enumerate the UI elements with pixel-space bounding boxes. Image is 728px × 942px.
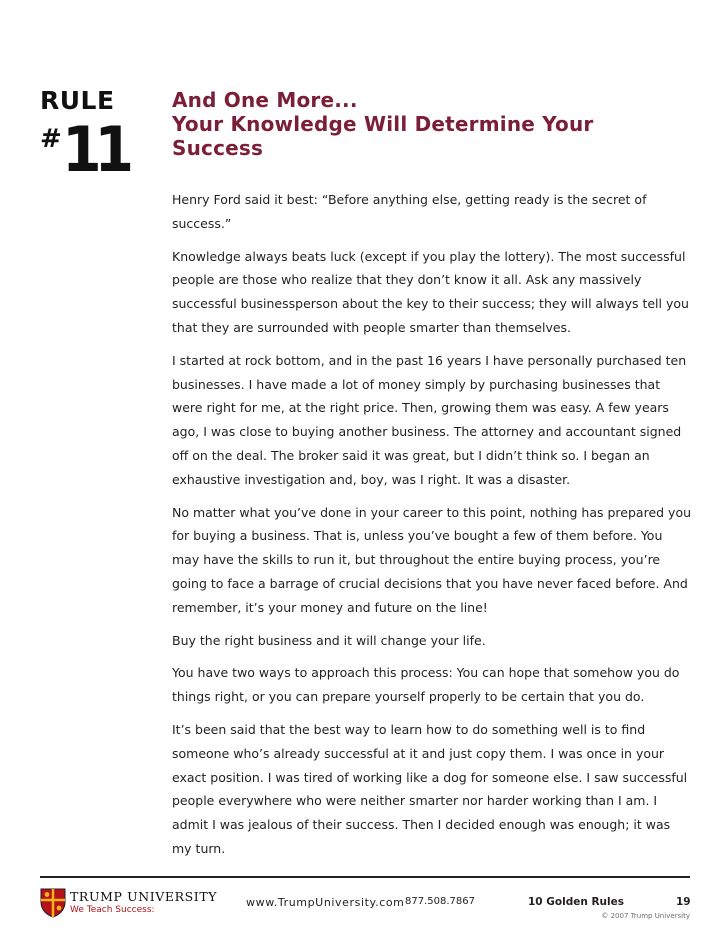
paragraph-copy-success: It’s been said that the best way to learn how to do something well is to find someone who’s already successful at it and just copy them. I was once in your exact position. I was tired of working like a dog for someone else. I saw successful people everywhere who were neither smarter nor harder working than I am. I admit I was jealous of their success. Then I decided enough was enough; it was my turn. bbox=[172, 721, 688, 856]
footer-phone: 877.508.7867 bbox=[405, 896, 475, 907]
page-number: 19 bbox=[676, 896, 691, 908]
title-line-3: Success bbox=[172, 136, 264, 160]
page-title bbox=[172, 88, 692, 160]
paragraph-no-matter: No matter what you’ve done in your career to this point, nothing has prepared you for buying a business. That is, unless you’ve bought a few of them before. You may have the skills to run it, but throughout the entire buying process, you’re going to face a barrage of crucial decisions that you have never faced before. And remember, it’s your money and future on the line! bbox=[172, 504, 692, 615]
rule-label: RULE bbox=[40, 86, 115, 115]
rule-number: 11 bbox=[61, 113, 127, 186]
paragraph-ford-quote: Henry Ford said it best: “Before anything else, getting ready is the secret of success.” bbox=[172, 192, 647, 231]
footer-url-link[interactable]: www.TrumpUniversity.com bbox=[246, 896, 405, 909]
rule-hash: # bbox=[40, 124, 62, 154]
logo-wordmark: TRUMP UNIVERSITY bbox=[70, 889, 218, 904]
title-line-1: And One More... bbox=[172, 88, 358, 112]
paragraph-rock-bottom: I started at rock bottom, and in the past 16 years I have personally purchased ten businesses. I have made a lot of money simply by purchasing businesses that were right for me, at the right price. Then, growing them was easy. A few years ago, I was close to buying another business. The attorney and accountant signed off on the deal. The broker said it was great, but I didn’t think so. I began an exhaustive investigation and, boy, was I right. It was a disaster. bbox=[172, 352, 687, 487]
footer-document-title: 10 Golden Rules bbox=[528, 896, 624, 908]
title-line-2: Your Knowledge Will Determine Your bbox=[172, 112, 594, 136]
logo-tagline: We Teach Success: bbox=[70, 905, 155, 915]
body-text bbox=[172, 188, 692, 870]
paragraph-buy-right: Buy the right business and it will change your life. bbox=[172, 632, 486, 648]
footer-divider bbox=[40, 876, 690, 878]
trump-university-shield-icon bbox=[40, 888, 66, 918]
rule-number-badge bbox=[40, 113, 132, 186]
paragraph-knowledge: Knowledge always beats luck (except if you play the lottery). The most successful people are those who realize that they don’t know it all. Ask any massively successful businessperson about the key to their success; they will always tell you that they are surrounded with people smarter than themselves. bbox=[172, 248, 689, 335]
footer-copyright: © 2007 Trump University bbox=[601, 912, 690, 920]
paragraph-two-ways: You have two ways to approach this process: You can hope that somehow you do things right, or you can prepare yourself properly to be certain that you do. bbox=[172, 665, 680, 705]
